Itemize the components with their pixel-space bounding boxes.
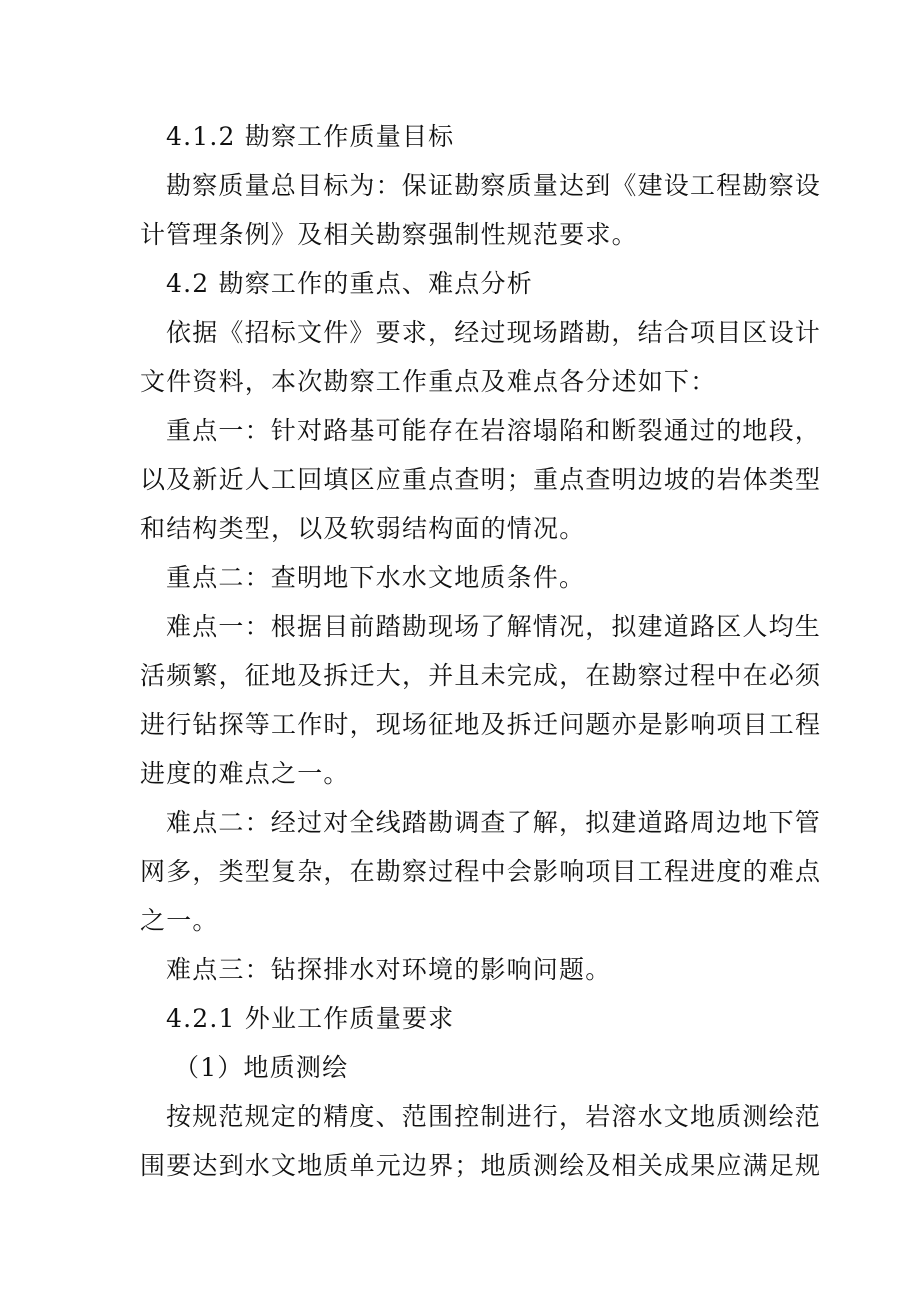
paragraph-line: 难点一：根据目前踏勘现场了解情况，拟建道路区人均生: [166, 612, 822, 641]
paragraph-line: 进行钻探等工作时，现场征地及拆迁问题亦是影响项目工程: [140, 710, 822, 739]
subheading-geological-mapping: （1）地质测绘: [174, 1053, 349, 1082]
paragraph-line: 难点三：钻探排水对环境的影响问题。: [166, 955, 612, 984]
paragraph-line: 难点二：经过对全线踏勘调查了解，拟建道路周边地下管: [166, 808, 822, 837]
paragraph-line: 以及新近人工回填区应重点查明；重点查明边坡的岩体类型: [140, 465, 822, 494]
paragraph-line: 文件资料，本次勘察工作重点及难点各分述如下：: [140, 367, 717, 396]
paragraph-line: 按规范规定的精度、范围控制进行，岩溶水文地质测绘范: [166, 1102, 822, 1131]
paragraph-line: 依据《招标文件》要求，经过现场踏勘，结合项目区设计: [166, 318, 822, 347]
paragraph-line: 之一。: [140, 906, 219, 935]
paragraph-line: 计管理条例》及相关勘察强制性规范要求。: [140, 220, 638, 249]
document-page: [140, 112, 822, 1190]
paragraph-line: 活频繁，征地及拆迁大，并且未完成，在勘察过程中在必须: [140, 661, 822, 690]
paragraph-line: 勘察质量总目标为：保证勘察质量达到《建设工程勘察设: [166, 171, 822, 200]
paragraph-line: 和结构类型，以及软弱结构面的情况。: [140, 514, 586, 543]
paragraph-line: 重点一：针对路基可能存在岩溶塌陷和断裂通过的地段，: [166, 416, 822, 445]
heading-4-2: 4.2 勘察工作的重点、难点分析: [166, 269, 533, 298]
heading-4-2-1: 4.2.1 外业工作质量要求: [166, 1004, 455, 1033]
heading-4-1-2: 4.1.2 勘察工作质量目标: [166, 122, 455, 151]
paragraph-line: 重点二：查明地下水水文地质条件。: [166, 563, 586, 592]
paragraph-line: 围要达到水文地质单元边界；地质测绘及相关成果应满足规: [140, 1151, 822, 1180]
paragraph-line: 网多，类型复杂，在勘察过程中会影响项目工程进度的难点: [140, 857, 822, 886]
paragraph-line: 进度的难点之一。: [140, 759, 350, 788]
